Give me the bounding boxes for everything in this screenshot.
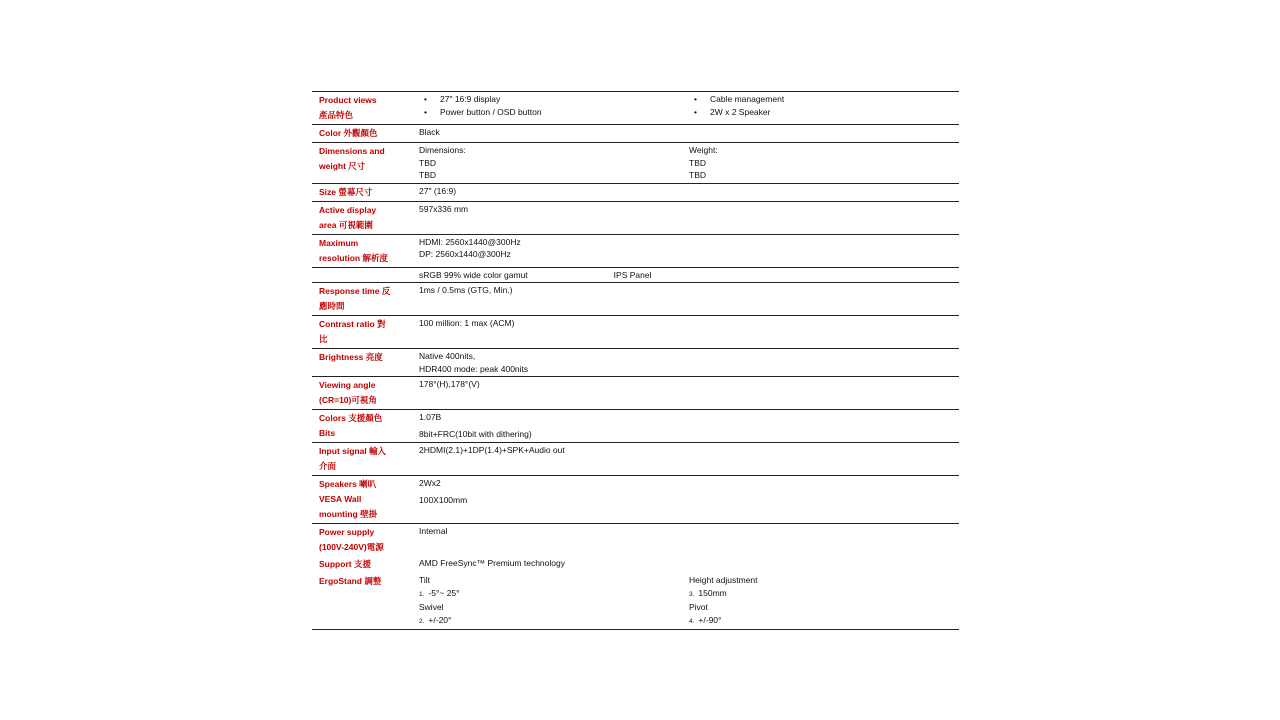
row-panel xyxy=(312,267,959,283)
value-support: AMD FreeSync™ Premium technology xyxy=(419,558,565,568)
label-power: Power supply (100V-240V)電源 xyxy=(312,524,419,557)
list-item: • 2W x 2 Speaker xyxy=(689,106,959,119)
label-dimensions: Dimensions and weight 尺寸 xyxy=(312,143,419,184)
row-input-signal xyxy=(312,443,959,476)
row-speakers xyxy=(312,476,959,524)
row-colors xyxy=(312,410,959,443)
row-max-resolution xyxy=(312,234,959,267)
label-active-area: Active display area 可視範圍 xyxy=(312,201,419,234)
value-color: Black xyxy=(419,125,959,143)
row-dimensions xyxy=(312,143,959,184)
label-panel-empty xyxy=(312,267,419,283)
value-ergostand-left: Tilt 1. -5°~ 25° Swivel 2. +/-20° xyxy=(419,573,689,630)
value-colors: 1.07B 8bit+FRC(10bit with dithering) xyxy=(419,410,959,443)
row-brightness xyxy=(312,349,959,377)
label-input-signal: Input signal 輸入 介面 xyxy=(312,443,419,476)
row-active-area xyxy=(312,201,959,234)
row-color xyxy=(312,125,959,143)
value-input-signal: 2HDMI(2.1)+1DP(1.4)+SPK+Audio out xyxy=(419,443,959,476)
row-response-time xyxy=(312,283,959,316)
value-contrast: 100 million: 1 max (ACM) xyxy=(419,316,959,349)
value-dimensions: Dimensions: TBD TBD xyxy=(419,143,689,184)
value-weight: Weight: TBD TBD xyxy=(689,143,959,184)
label-product-views: Product views 產品特色 xyxy=(312,92,419,125)
label-viewing-angle: Viewing angle (CR=10)可視角 xyxy=(312,377,419,410)
value-brightness: Native 400nits, HDR400 mode: peak 400nits xyxy=(419,349,959,377)
value-power: Internal xyxy=(419,524,959,557)
label-max-resolution: Maximum resolution 解析度 xyxy=(312,234,419,267)
list-item: • Power button / OSD button xyxy=(419,106,689,119)
row-size xyxy=(312,183,959,201)
value-panel xyxy=(419,267,959,283)
label-support: Support 支援 xyxy=(319,559,371,569)
label-color: Color 外觀顏色 xyxy=(312,125,419,143)
row-ergostand xyxy=(312,573,959,630)
label-response-time: Response time 反 應時間 xyxy=(312,283,419,316)
list-item: • 27" 16:9 display xyxy=(419,93,689,106)
value-active-area: 597x336 mm xyxy=(419,201,959,234)
panel-type: IPS Panel xyxy=(613,269,652,280)
label-ergostand: ErgoStand 調整 xyxy=(312,573,419,630)
list-item: • Cable management xyxy=(689,93,959,106)
panel-gamut: sRGB 99% wide color gamut xyxy=(419,269,528,280)
row-viewing-angle xyxy=(312,377,959,410)
value-speakers: 2Wx2 100X100mm xyxy=(419,476,959,524)
label-colors: Colors 支援顏色 Bits xyxy=(312,410,419,443)
value-response-time: 1ms / 0.5ms (GTG, Min.) xyxy=(419,283,959,316)
row-contrast xyxy=(312,316,959,349)
label-contrast: Contrast ratio 對 比 xyxy=(312,316,419,349)
label-speakers: Speakers 喇叭 VESA Wall mounting 壁掛 xyxy=(312,476,419,524)
label-brightness: Brightness 亮度 xyxy=(312,349,419,377)
product-views-right xyxy=(689,92,959,125)
row-support xyxy=(312,556,959,573)
row-power xyxy=(312,524,959,557)
product-views-left xyxy=(419,92,689,125)
value-ergostand-right: Height adjustment 3. 150mm Pivot 4. +/-90° xyxy=(689,573,959,630)
spec-table xyxy=(312,91,959,630)
row-product-views xyxy=(312,92,959,125)
label-size: Size 螢幕尺寸 xyxy=(312,183,419,201)
value-viewing-angle: 178°(H),178°(V) xyxy=(419,377,959,410)
value-size: 27" (16:9) xyxy=(419,183,959,201)
value-max-resolution: HDMI: 2560x1440@300Hz DP: 2560x1440@300Hz xyxy=(419,234,959,267)
